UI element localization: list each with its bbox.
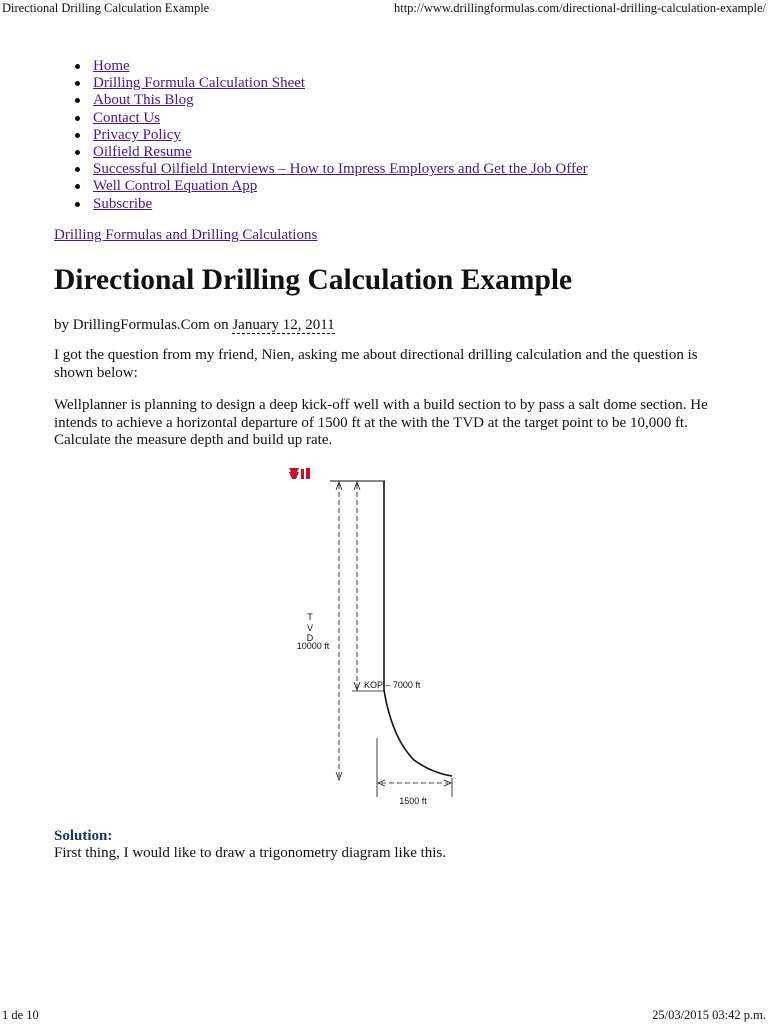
solution-paragraph: First thing, I would like to draw a trigonometry diagram like this. — [54, 845, 447, 861]
nav-item-formula-sheet — [75, 75, 588, 92]
print-header-url: http://www.drillingformulas.com/directional-drilling-calculation-example/ — [393, 1, 766, 15]
print-header — [0, 0, 768, 16]
bullet-icon — [75, 133, 80, 138]
nav-link-subscribe[interactable]: Subscribe — [93, 195, 153, 212]
departure-label: 1500 ft — [399, 796, 427, 806]
kop-label: KOP – 7000 ft — [364, 680, 421, 690]
bullet-icon — [75, 184, 80, 189]
nav-item-privacy — [75, 127, 588, 144]
intro-paragraph: I got the question from my friend, Nien, asking me about directional drilling calculation and the question is shown below: — [54, 347, 698, 381]
site-navigation — [75, 58, 588, 213]
nav-link-interviews[interactable]: Successful Oilfield Interviews – How to Impress Employers and Get the Job Offer — [93, 161, 588, 178]
build-section-curve — [384, 690, 452, 776]
bullet-icon — [75, 98, 80, 103]
nav-link-contact[interactable]: Contact Us — [93, 109, 161, 126]
nav-link-well-control-app[interactable]: Well Control Equation App — [93, 178, 258, 195]
well-profile-diagram — [0, 460, 768, 820]
tvd-letter-d: D — [306, 633, 314, 643]
bullet-icon — [75, 64, 80, 69]
page-number: 1 de 10 — [2, 1008, 39, 1022]
article-title: Directional Drilling Calculation Example — [54, 264, 573, 296]
nav-item-resume — [75, 144, 588, 161]
nav-item-interviews — [75, 161, 588, 178]
nav-link-about[interactable]: About This Blog — [93, 92, 194, 109]
bullet-icon — [75, 116, 80, 121]
breadcrumb-category-link[interactable]: Drilling Formulas and Drilling Calculations — [54, 227, 318, 243]
nav-item-well-control-app — [75, 178, 588, 195]
print-header-title: Directional Drilling Calculation Example — [2, 1, 210, 15]
print-footer — [0, 1007, 768, 1023]
breadcrumb — [54, 226, 317, 244]
byline-author: by DrillingFormulas.Com on — [54, 317, 233, 333]
problem-paragraph: Wellplanner is planning to design a deep kick-off well with a build section to by pass a salt dome section. He intends to achieve a horizontal departure of 1500 ft at the with the TVD at the target point to be 10,000 ft. Calculate the measure depth and build up rate. — [54, 397, 708, 448]
bullet-icon — [75, 81, 80, 86]
tvd-letter-v: V — [306, 623, 314, 633]
nav-item-contact — [75, 110, 588, 127]
solution-heading: Solution: — [54, 828, 113, 844]
drilling-rig-icon — [289, 468, 310, 479]
nav-link-formula-sheet[interactable]: Drilling Formula Calculation Sheet — [93, 75, 306, 92]
nav-link-privacy[interactable]: Privacy Policy — [93, 126, 181, 143]
byline — [54, 316, 335, 334]
print-timestamp: 25/03/2015 03:42 p.m. — [652, 1008, 766, 1022]
tvd-value-label: 10000 ft — [296, 641, 330, 651]
nav-link-resume[interactable]: Oilfield Resume — [93, 144, 192, 161]
publish-date: January 12, 2011 — [232, 317, 335, 333]
nav-item-about — [75, 92, 588, 109]
bullet-icon — [75, 167, 80, 172]
bullet-icon — [75, 150, 80, 155]
nav-item-home — [75, 58, 588, 75]
tvd-letter-t: T — [307, 612, 313, 622]
bullet-icon — [75, 202, 80, 207]
nav-link-home[interactable]: Home — [93, 58, 130, 74]
nav-item-subscribe — [75, 196, 588, 213]
